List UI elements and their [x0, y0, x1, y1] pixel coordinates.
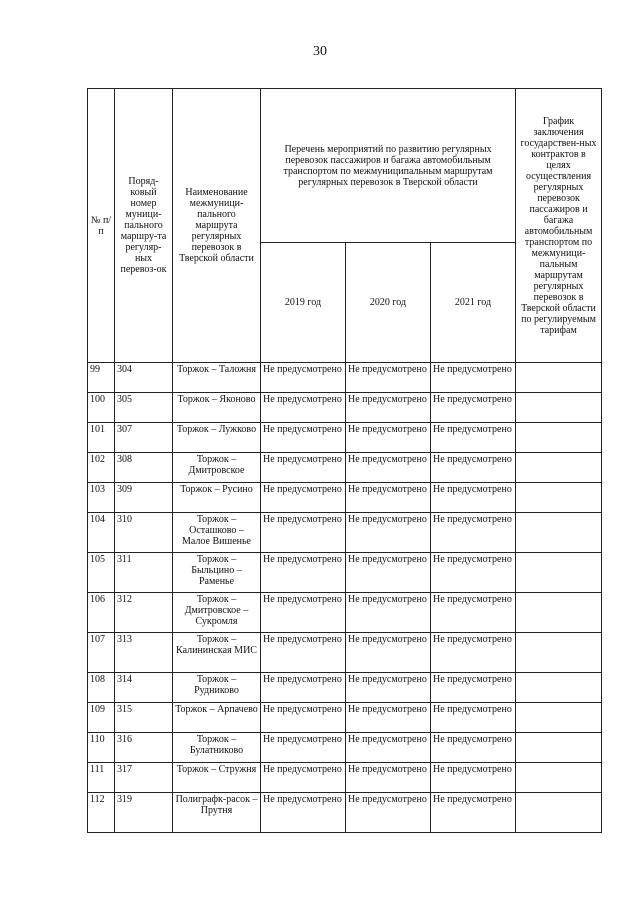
cell-schedule: [516, 363, 602, 393]
cell-2019: Не предусмотрено: [261, 483, 346, 513]
header-row-top: [88, 89, 602, 243]
cell-schedule: [516, 553, 602, 593]
cell-route-name: Торжок – Дмитровское – Сукромля: [173, 593, 261, 633]
header-year-2020: 2020 год: [346, 243, 431, 363]
header-year-2019: 2019 год: [261, 243, 346, 363]
cell-2021: Не предусмотрено: [431, 553, 516, 593]
cell-route-number: 314: [115, 673, 173, 703]
cell-route-number: 305: [115, 393, 173, 423]
table-row: [88, 423, 602, 453]
routes-table: [87, 88, 602, 833]
cell-route-name: Торжок – Лужково: [173, 423, 261, 453]
cell-2020: Не предусмотрено: [346, 423, 431, 453]
cell-schedule: [516, 393, 602, 423]
cell-2019: Не предусмотрено: [261, 633, 346, 673]
cell-route-number: 312: [115, 593, 173, 633]
cell-schedule: [516, 453, 602, 483]
header-schedule: График заключения государствен-ных контрактов в целях осуществления регулярных перевозок пассажиров и багажа автомобильным транспортом по межмуници-пальным маршрутам регулярных перевозок в Тверской области по регулируемым тарифам: [516, 89, 602, 363]
cell-route-name: Торжок – Быльцино – Раменье: [173, 553, 261, 593]
cell-schedule: [516, 763, 602, 793]
cell-num: 112: [88, 793, 115, 833]
cell-route-number: 304: [115, 363, 173, 393]
cell-2020: Не предусмотрено: [346, 763, 431, 793]
cell-2021: Не предусмотрено: [431, 593, 516, 633]
table-row: [88, 593, 602, 633]
cell-2020: Не предусмотрено: [346, 593, 431, 633]
cell-route-name: Торжок – Таложня: [173, 363, 261, 393]
cell-2020: Не предусмотрено: [346, 553, 431, 593]
table-row: [88, 763, 602, 793]
cell-schedule: [516, 423, 602, 453]
cell-route-name: Торжок – Рудниково: [173, 673, 261, 703]
cell-route-name: Торжок – Стружня: [173, 763, 261, 793]
cell-2020: Не предусмотрено: [346, 793, 431, 833]
cell-route-number: 307: [115, 423, 173, 453]
cell-schedule: [516, 673, 602, 703]
cell-2019: Не предусмотрено: [261, 593, 346, 633]
header-route-name: Наименование межмуници-пального маршрута регулярных перевозок в Тверской области: [173, 89, 261, 363]
table-row: [88, 793, 602, 833]
cell-route-number: 309: [115, 483, 173, 513]
cell-schedule: [516, 703, 602, 733]
header-num: № п/п: [88, 89, 115, 363]
cell-schedule: [516, 483, 602, 513]
header-year-2021: 2021 год: [431, 243, 516, 363]
table-row: [88, 733, 602, 763]
table-row: [88, 363, 602, 393]
cell-2019: Не предусмотрено: [261, 423, 346, 453]
table-row: [88, 703, 602, 733]
cell-num: 104: [88, 513, 115, 553]
cell-num: 111: [88, 763, 115, 793]
cell-2019: Не предусмотрено: [261, 673, 346, 703]
header-route-number: Поряд-ковый номер муници-пального маршру-та регуляр-ных перевоз-ок: [115, 89, 173, 363]
cell-schedule: [516, 513, 602, 553]
cell-route-number: 311: [115, 553, 173, 593]
cell-2019: Не предусмотрено: [261, 513, 346, 553]
cell-route-number: 319: [115, 793, 173, 833]
cell-2019: Не предусмотрено: [261, 393, 346, 423]
cell-schedule: [516, 733, 602, 763]
cell-2020: Не предусмотрено: [346, 703, 431, 733]
cell-route-number: 313: [115, 633, 173, 673]
table-row: [88, 673, 602, 703]
header-measures: Перечень мероприятий по развитию регулярных перевозок пассажиров и багажа автомобильным транспортом по межмуниципальным маршрутам регулярных перевозок в Тверской области: [261, 89, 516, 243]
cell-schedule: [516, 633, 602, 673]
cell-num: 102: [88, 453, 115, 483]
cell-num: 109: [88, 703, 115, 733]
cell-2021: Не предусмотрено: [431, 703, 516, 733]
table-row: [88, 633, 602, 673]
cell-num: 108: [88, 673, 115, 703]
cell-route-number: 315: [115, 703, 173, 733]
cell-2019: Не предусмотрено: [261, 703, 346, 733]
cell-num: 101: [88, 423, 115, 453]
cell-2019: Не предусмотрено: [261, 363, 346, 393]
table-body: [88, 89, 602, 833]
cell-2019: Не предусмотрено: [261, 733, 346, 763]
cell-num: 107: [88, 633, 115, 673]
cell-2021: Не предусмотрено: [431, 423, 516, 453]
cell-route-number: 316: [115, 733, 173, 763]
table-row: [88, 483, 602, 513]
table-row: [88, 393, 602, 423]
cell-2021: Не предусмотрено: [431, 733, 516, 763]
cell-2021: Не предусмотрено: [431, 673, 516, 703]
cell-2020: Не предусмотрено: [346, 393, 431, 423]
cell-route-name: Торжок – Арпачево: [173, 703, 261, 733]
cell-2021: Не предусмотрено: [431, 393, 516, 423]
cell-2020: Не предусмотрено: [346, 483, 431, 513]
cell-route-number: 317: [115, 763, 173, 793]
cell-2021: Не предусмотрено: [431, 513, 516, 553]
cell-num: 100: [88, 393, 115, 423]
cell-2020: Не предусмотрено: [346, 733, 431, 763]
cell-route-name: Торжок – Яконово: [173, 393, 261, 423]
cell-2019: Не предусмотрено: [261, 793, 346, 833]
cell-schedule: [516, 593, 602, 633]
cell-num: 106: [88, 593, 115, 633]
cell-num: 99: [88, 363, 115, 393]
cell-2020: Не предусмотрено: [346, 673, 431, 703]
cell-2021: Не предусмотрено: [431, 793, 516, 833]
cell-2020: Не предусмотрено: [346, 363, 431, 393]
cell-num: 105: [88, 553, 115, 593]
cell-route-name: Торжок – Дмитровское: [173, 453, 261, 483]
cell-route-number: 308: [115, 453, 173, 483]
cell-num: 110: [88, 733, 115, 763]
cell-route-name: Торжок – Осташково – Малое Вишенье: [173, 513, 261, 553]
table-row: [88, 453, 602, 483]
cell-2019: Не предусмотрено: [261, 553, 346, 593]
cell-2021: Не предусмотрено: [431, 633, 516, 673]
cell-2020: Не предусмотрено: [346, 513, 431, 553]
table-row: [88, 553, 602, 593]
cell-2021: Не предусмотрено: [431, 363, 516, 393]
cell-route-name: Торжок – Булатниково: [173, 733, 261, 763]
cell-schedule: [516, 793, 602, 833]
cell-2021: Не предусмотрено: [431, 453, 516, 483]
cell-2019: Не предусмотрено: [261, 763, 346, 793]
cell-route-name: Торжок – Калининская МИС: [173, 633, 261, 673]
cell-route-name: Полиграфк-расок – Прутня: [173, 793, 261, 833]
cell-2021: Не предусмотрено: [431, 483, 516, 513]
cell-2019: Не предусмотрено: [261, 453, 346, 483]
cell-2020: Не предусмотрено: [346, 633, 431, 673]
cell-num: 103: [88, 483, 115, 513]
table-row: [88, 513, 602, 553]
page-number: 30: [313, 44, 327, 59]
cell-route-name: Торжок – Русино: [173, 483, 261, 513]
cell-route-number: 310: [115, 513, 173, 553]
cell-2021: Не предусмотрено: [431, 763, 516, 793]
cell-2020: Не предусмотрено: [346, 453, 431, 483]
